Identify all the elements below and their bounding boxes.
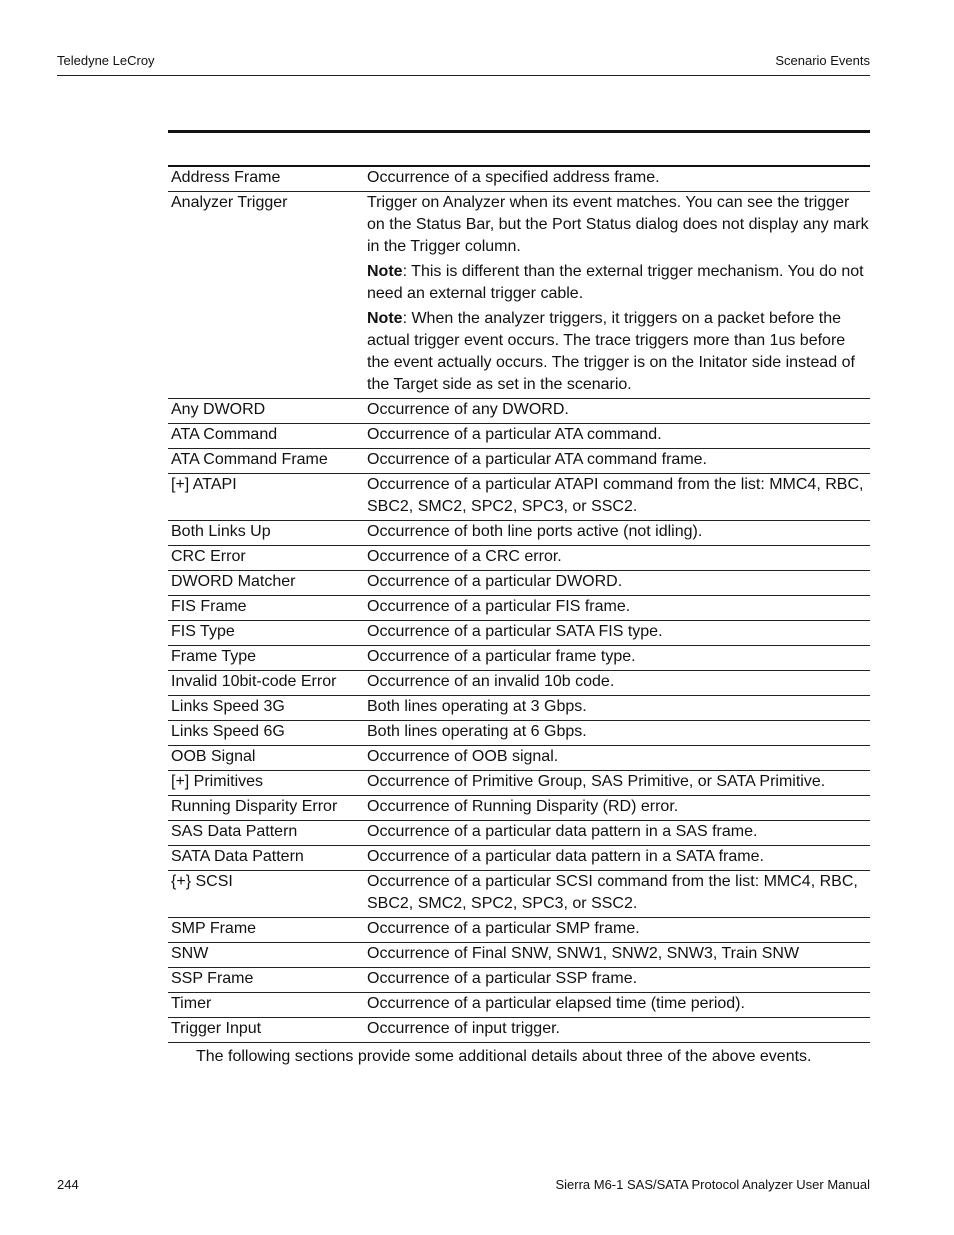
- table-row: [168, 968, 870, 993]
- description-text: Occurrence of a particular SMP frame.: [367, 920, 640, 937]
- event-description: [364, 192, 870, 399]
- event-name: Frame Type: [168, 646, 364, 671]
- description-text: Occurrence of OOB signal.: [367, 748, 559, 765]
- table-row: [168, 596, 870, 621]
- description-text: Occurrence of Primitive Group, SAS Primitive, or SATA Primitive.: [367, 773, 826, 790]
- table-row: [168, 646, 870, 671]
- event-name: SATA Data Pattern: [168, 846, 364, 871]
- event-description: [364, 696, 870, 721]
- event-name: Any DWORD: [168, 399, 364, 424]
- table-row: [168, 846, 870, 871]
- description-text: Occurrence of a particular ATA command frame.: [367, 451, 707, 468]
- description-text: Occurrence of both line ports active (not idling).: [367, 523, 703, 540]
- event-description: [364, 621, 870, 646]
- event-description: [364, 771, 870, 796]
- description-text: Occurrence of a particular frame type.: [367, 648, 636, 665]
- description-text: Occurrence of a CRC error.: [367, 548, 562, 565]
- event-name: Address Frame: [168, 166, 364, 192]
- description-text: Occurrence of Final SNW, SNW1, SNW2, SNW3, Train SNW: [367, 945, 800, 962]
- table-row: [168, 796, 870, 821]
- event-description: [364, 596, 870, 621]
- event-description: [364, 449, 870, 474]
- description-text: Occurrence of input trigger.: [367, 1020, 560, 1037]
- event-name: {+} SCSI: [168, 871, 364, 918]
- table-row: [168, 571, 870, 596]
- table-row: [168, 449, 870, 474]
- event-description: [364, 721, 870, 746]
- event-name: SNW: [168, 943, 364, 968]
- table-row: [168, 746, 870, 771]
- following-sections-note: The following sections provide some additional details about three of the above events.: [196, 1048, 812, 1065]
- event-description: [364, 871, 870, 918]
- event-name: FIS Type: [168, 621, 364, 646]
- table-row: [168, 943, 870, 968]
- table-row: [168, 1018, 870, 1043]
- event-name: FIS Frame: [168, 596, 364, 621]
- note-text: : When the analyzer triggers, it triggers on a packet before the actual trigger event occurs. The trace triggers more than 1us before the event actually occurs. The trigger is on the Initator side instead of the Target side as set in the scenario.: [367, 310, 855, 393]
- table-row: [168, 993, 870, 1018]
- table-row: [168, 166, 870, 192]
- description-text: Occurrence of a particular SCSI command from the list: MMC4, RBC, SBC2, SMC2, SPC2, SPC3, or SSC2.: [367, 873, 858, 912]
- event-name: SAS Data Pattern: [168, 821, 364, 846]
- note-paragraph: [367, 308, 870, 396]
- table-row: [168, 721, 870, 746]
- note-text: : This is different than the external trigger mechanism. You do not need an external trigger cable.: [367, 263, 864, 302]
- description-text: Occurrence of a particular DWORD.: [367, 573, 623, 590]
- event-description: [364, 796, 870, 821]
- event-name: ATA Command: [168, 424, 364, 449]
- event-name: SMP Frame: [168, 918, 364, 943]
- description-text: Occurrence of Running Disparity (RD) error.: [367, 798, 679, 815]
- header-company: Teledyne LeCroy: [57, 53, 155, 68]
- scenario-events-table: [168, 165, 870, 1043]
- event-description: [364, 821, 870, 846]
- table-row: [168, 918, 870, 943]
- description-text: Occurrence of a particular SSP frame.: [367, 970, 638, 987]
- event-description: [364, 571, 870, 596]
- event-description: [364, 671, 870, 696]
- table-row: [168, 474, 870, 521]
- description-text: Occurrence of an invalid 10b code.: [367, 673, 615, 690]
- manual-title: Sierra M6-1 SAS/SATA Protocol Analyzer User Manual: [555, 1177, 870, 1192]
- event-description: [364, 166, 870, 192]
- event-description: [364, 918, 870, 943]
- event-description: [364, 474, 870, 521]
- table-row: [168, 521, 870, 546]
- table-row: [168, 771, 870, 796]
- table-row: [168, 671, 870, 696]
- table-row: [168, 399, 870, 424]
- table-row: [168, 871, 870, 918]
- description-text: Occurrence of a specified address frame.: [367, 169, 660, 186]
- description-text: Trigger on Analyzer when its event matches. You can see the trigger on the Status Bar, but the Port Status dialog does not display any mark in the Trigger column.: [367, 194, 869, 255]
- description-text: Occurrence of a particular ATAPI command from the list: MMC4, RBC, SBC2, SMC2, SPC2, SPC3, or SSC2.: [367, 476, 864, 515]
- event-name: Links Speed 6G: [168, 721, 364, 746]
- description-text: Both lines operating at 3 Gbps.: [367, 698, 587, 715]
- event-name: Invalid 10bit-code Error: [168, 671, 364, 696]
- description-text: Occurrence of a particular FIS frame.: [367, 598, 631, 615]
- event-name: Both Links Up: [168, 521, 364, 546]
- event-description: [364, 424, 870, 449]
- event-name: ATA Command Frame: [168, 449, 364, 474]
- description-text: Both lines operating at 6 Gbps.: [367, 723, 587, 740]
- event-description: [364, 399, 870, 424]
- event-name: DWORD Matcher: [168, 571, 364, 596]
- page-number: 244: [57, 1177, 79, 1192]
- header-section-title: Scenario Events: [775, 53, 870, 68]
- event-description: [364, 746, 870, 771]
- event-name: Running Disparity Error: [168, 796, 364, 821]
- table-row: [168, 424, 870, 449]
- event-description: [364, 993, 870, 1018]
- table-row: [168, 192, 870, 399]
- table-top-rule: [168, 130, 870, 133]
- event-description: [364, 646, 870, 671]
- event-name: OOB Signal: [168, 746, 364, 771]
- event-description: [364, 546, 870, 571]
- description-text: Occurrence of a particular SATA FIS type.: [367, 623, 663, 640]
- table-row: [168, 546, 870, 571]
- event-description: [364, 521, 870, 546]
- event-name: Analyzer Trigger: [168, 192, 364, 399]
- event-name: CRC Error: [168, 546, 364, 571]
- description-text: Occurrence of a particular elapsed time (time period).: [367, 995, 745, 1012]
- note-label: Note: [367, 310, 403, 327]
- page-header: [57, 53, 870, 76]
- event-name: [+] ATAPI: [168, 474, 364, 521]
- event-name: SSP Frame: [168, 968, 364, 993]
- event-name: Trigger Input: [168, 1018, 364, 1043]
- event-description: [364, 1018, 870, 1043]
- table-row: [168, 696, 870, 721]
- event-name: Links Speed 3G: [168, 696, 364, 721]
- table-row: [168, 821, 870, 846]
- note-label: Note: [367, 263, 403, 280]
- description-text: Occurrence of any DWORD.: [367, 401, 569, 418]
- table-row: [168, 621, 870, 646]
- event-description: [364, 943, 870, 968]
- event-name: Timer: [168, 993, 364, 1018]
- events-table-body: [168, 166, 870, 1043]
- event-name: [+] Primitives: [168, 771, 364, 796]
- description-text: Occurrence of a particular data pattern in a SATA frame.: [367, 848, 764, 865]
- description-text: Occurrence of a particular ATA command.: [367, 426, 662, 443]
- note-paragraph: [367, 261, 870, 305]
- event-description: [364, 846, 870, 871]
- event-description: [364, 968, 870, 993]
- description-text: Occurrence of a particular data pattern in a SAS frame.: [367, 823, 758, 840]
